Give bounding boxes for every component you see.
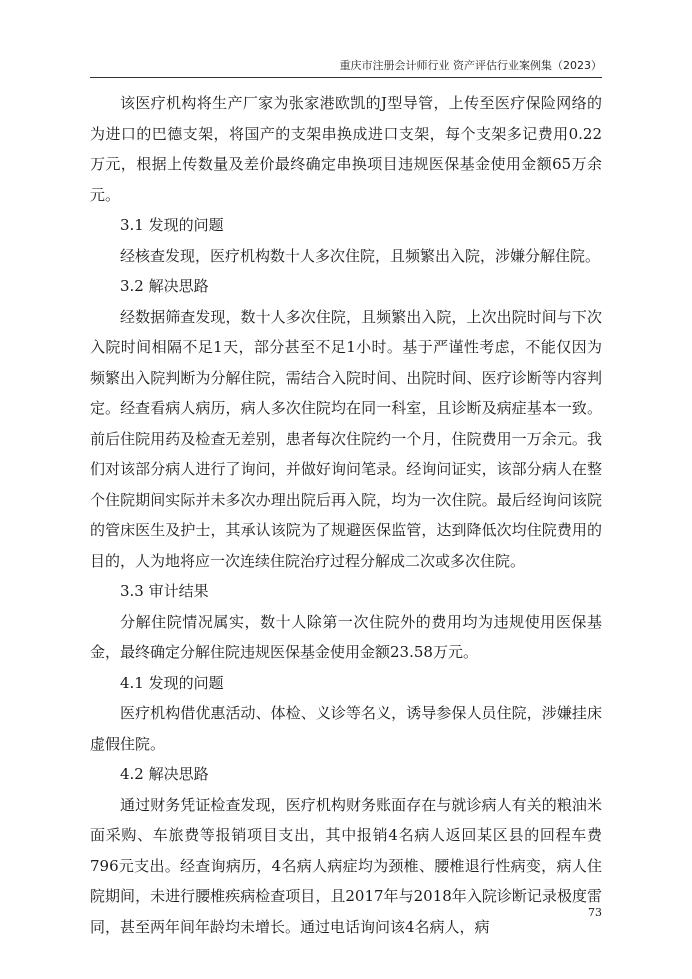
page-number: 73 [588,906,602,919]
section-heading: 4.1 发现的问题 [120,673,224,692]
paragraph: 医疗机构借优惠活动、体检、义诊等名义，诱导参保人员住院，涉嫌挂床虚假住院。 [90,704,602,753]
section-heading: 3.3 审计结果 [120,582,209,600]
paragraph: 分解住院情况属实，数十人除第一次住院外的费用均为违规使用医保基金，最终确定分解住院违规医保基金使用金额23.58万元。 [90,612,602,661]
section-heading: 3.1 发现的问题 [120,216,224,234]
running-header: 重庆市注册会计师行业 资产评估行业案例集（2023） [339,59,602,72]
paragraph: 通过财务凭证检查发现，医疗机构财务账面存在与就诊病人有关的粮油米面采购、车旅费等报销项目支出，其中报销4名病人返回某区县的回程车费796元支出。经查询病历，4名病人病症均为颈椎、腰椎退行性病变，病人住院期间，未进行腰椎疾病检查项目，且2017年与2018年入院诊断记录极度雷同，甚至两年间年龄均未增长。通过电话询问该4名病人，病 [90,795,602,936]
paragraph: 该医疗机构将生产厂家为张家港欧凯的J型导管，上传至医疗保险网络的为进口的巴德支架，将国产的支架串换成进口支架，每个支架多记费用0.22万元，根据上传数量及差价最终确定串换项目违规医保基金使用金额65万余元。 [90,94,602,204]
paragraph: 经数据筛查发现，数十人多次住院，且频繁出入院，上次出院时间与下次入院时间相隔不足1天，部分甚至不足1小时。基于严谨性考虑，不能仅因为频繁出入院判断为分解住院，需结合入院时间、出院时间、医疗诊断等内容判定。经查看病人病历，病人多次住院均在同一科室，且诊断及病症基本一致。前后住院用药及检查无差别，患者每次住院约一个月，住院费用一万余元。我们对该部分病人进行了询问，并做好询问笔录。经询问证实，该部分病人在整个住院期间实际并未多次办理出院后再入院，均为一次住院。最后经询问该院的管床医生及护士，其承认该院为了规避医保监管，达到降低次均住院费用的目的，人为地将应一次连续住院治疗过程分解成二次或多次住院。 [90,307,602,570]
page-body [90,88,602,942]
paragraph: 经核查发现，医疗机构数十人多次住院，且频繁出入院，涉嫌分解住院。 [120,246,601,265]
section-heading: 3.2 解决思路 [120,277,209,295]
section-heading: 4.2 解决思路 [120,765,209,783]
header-divider [90,77,602,78]
